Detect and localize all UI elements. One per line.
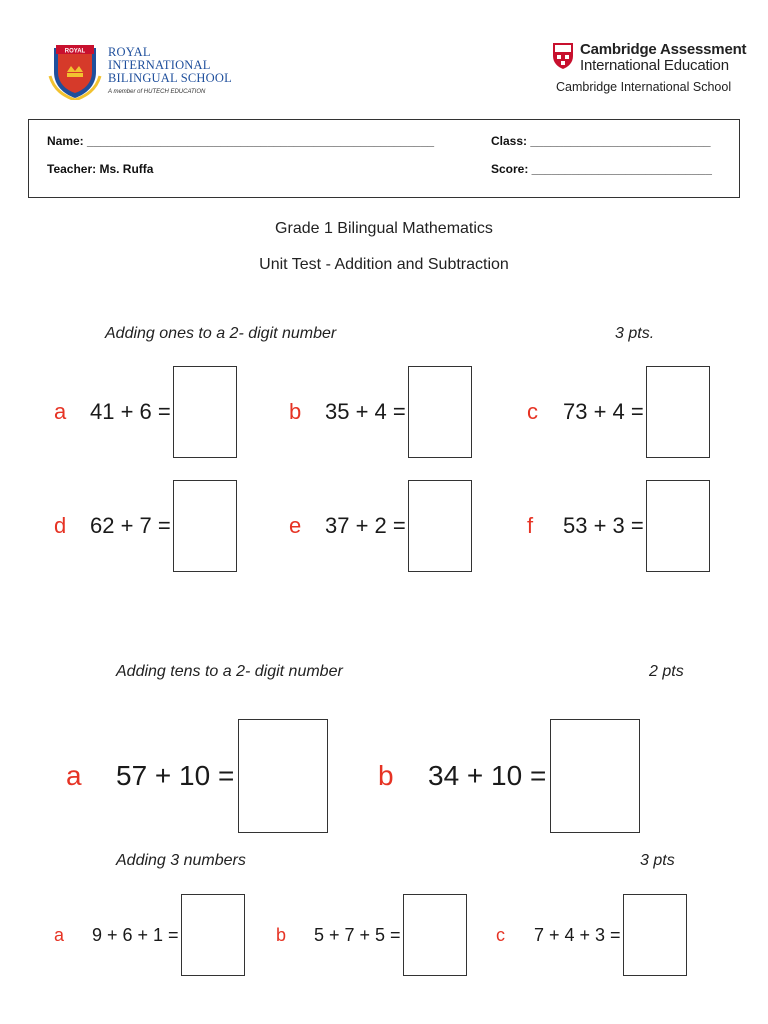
school-tagline: A member of HUTECH EDUCATION (108, 89, 206, 95)
school-logo (46, 42, 236, 106)
svg-text:ROYAL: ROYAL (64, 48, 86, 55)
answer-box[interactable] (181, 894, 245, 976)
problem-letter: d (54, 513, 67, 538)
page-subtitle: Unit Test - Addition and Subtraction (259, 256, 509, 273)
problem-expression: 53 + 3 = (563, 513, 644, 538)
answer-box[interactable] (408, 366, 472, 458)
problem-letter: a (66, 760, 82, 791)
cambridge-title: Cambridge Assessment (580, 41, 747, 58)
answer-box[interactable] (173, 480, 237, 572)
school-name: ROYAL INTERNATIONAL BILINGUAL SCHOOL (108, 45, 232, 85)
problem-letter: f (527, 513, 534, 538)
problem-letter: b (378, 760, 394, 791)
name-field[interactable]: Name: ____________________________________________________ (47, 134, 435, 148)
problem-expression: 9 + 6 + 1 = (92, 924, 179, 945)
section-heading-tens: Adding tens to a 2- digit number (116, 663, 343, 680)
problem-item (496, 894, 687, 976)
section-heading-ones: Adding ones to a 2- digit number (105, 325, 337, 342)
answer-box[interactable] (623, 894, 687, 976)
cambridge-school: Cambridge International School (556, 80, 732, 94)
problem-expression: 73 + 4 = (563, 399, 644, 424)
problem-letter: c (527, 399, 538, 424)
section-points-ones: 3 pts. (615, 325, 655, 342)
problem-expression: 35 + 4 = (325, 399, 406, 424)
problem-item (54, 366, 237, 458)
cambridge-subtitle: International Education (580, 57, 729, 74)
problem-expression: 57 + 10 = (116, 760, 235, 791)
problem-expression: 7 + 4 + 3 = (534, 924, 621, 945)
problem-item (289, 480, 472, 572)
problem-item (378, 719, 640, 833)
problem-item (276, 894, 467, 976)
problem-letter: b (276, 924, 287, 945)
problem-item (66, 719, 328, 833)
problem-expression: 62 + 7 = (90, 513, 171, 538)
cambridge-logo (552, 40, 747, 100)
problem-item (289, 366, 472, 458)
problem-expression: 34 + 10 = (428, 760, 547, 791)
problem-expression: 5 + 7 + 5 = (314, 924, 401, 945)
school-crest-icon (46, 42, 104, 100)
answer-box[interactable] (403, 894, 467, 976)
answer-box[interactable] (238, 719, 328, 833)
problem-letter: a (54, 399, 67, 424)
score-field[interactable]: Score: ___________________________ (491, 162, 712, 176)
answer-box[interactable] (646, 366, 710, 458)
problem-letter: a (54, 924, 65, 945)
cambridge-shield-icon (552, 42, 574, 70)
problem-expression: 41 + 6 = (90, 399, 171, 424)
answer-box[interactable] (550, 719, 640, 833)
problem-letter: c (496, 924, 505, 945)
section-heading-three: Adding 3 numbers (116, 852, 246, 869)
answer-box[interactable] (646, 480, 710, 572)
answer-box[interactable] (408, 480, 472, 572)
section-points-three: 3 pts (640, 852, 675, 869)
teacher-label: Teacher: Ms. Ruffa (47, 162, 154, 176)
problem-item (54, 894, 245, 976)
answer-box[interactable] (173, 366, 237, 458)
problem-letter: e (289, 513, 302, 538)
problem-expression: 37 + 2 = (325, 513, 406, 538)
page-title: Grade 1 Bilingual Mathematics (275, 220, 493, 237)
class-field[interactable]: Class: ___________________________ (491, 134, 711, 148)
problem-letter: b (289, 399, 302, 424)
student-info-box (28, 119, 740, 198)
section-points-tens: 2 pts (649, 663, 684, 680)
problem-item (527, 366, 710, 458)
problem-item (527, 480, 710, 572)
problem-item (54, 480, 237, 572)
